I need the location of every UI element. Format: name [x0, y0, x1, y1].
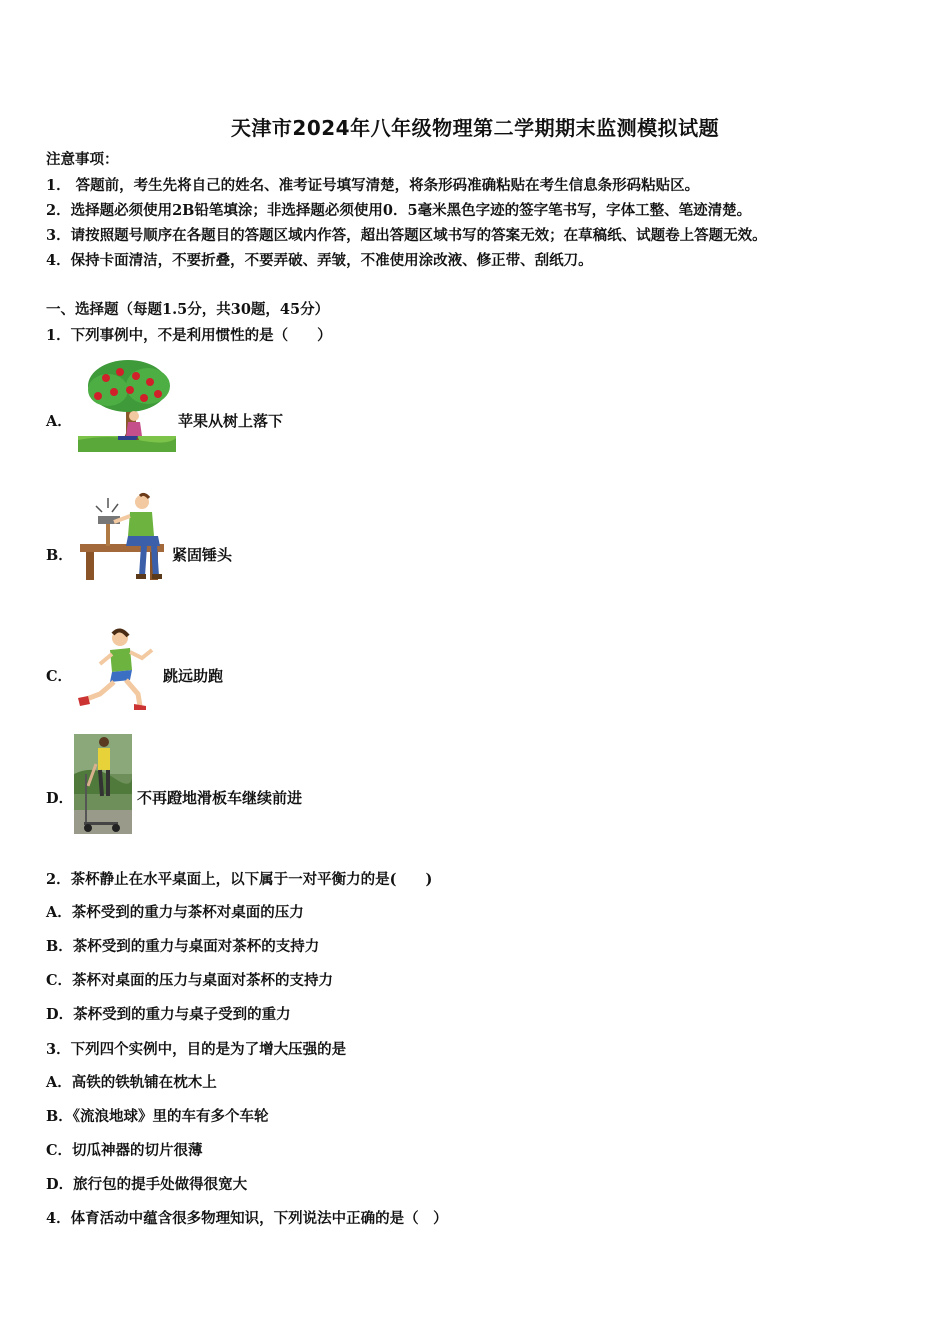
notice-item: 3．请按照题号顺序在各题目的答题区域内作答，超出答题区域书写的答案无效；在草稿纸、试题卷上答题无效。 [46, 227, 767, 244]
scooter-image [74, 734, 132, 834]
page-title: 天津市2024年八年级物理第二学期期末监测模拟试题 [230, 116, 720, 140]
q1-option-c-letter: C． [46, 668, 73, 685]
q1-option-a-letter: A． [46, 413, 72, 430]
q3-option: A．高铁的铁轨铺在枕木上 [46, 1074, 217, 1091]
q3-option: B．《流浪地球》里的车有多个车轮 [46, 1108, 269, 1125]
q1-option-b-text: 紧固锤头 [172, 546, 233, 564]
q1-option-d-text: 不再蹬地滑板车继续前进 [137, 789, 303, 807]
question-2-stem: 2．茶杯静止在水平桌面上，以下属于一对平衡力的是( ) [46, 871, 433, 888]
section-heading: 一、选择题（每题1.5分，共30题，45分） [46, 301, 330, 318]
hammer-bench-image [80, 492, 170, 582]
q1-option-c-text: 跳远助跑 [163, 667, 224, 685]
runner-image [76, 628, 158, 712]
notice-item: 1． 答题前，考生先将自己的姓名、准考证号填写清楚，将条形码准确粘贴在考生信息条形码粘贴区。 [46, 177, 700, 194]
q2-option: D．茶杯受到的重力与桌子受到的重力 [46, 1006, 291, 1023]
question-3-stem: 3．下列四个实例中，目的是为了增大压强的是 [46, 1041, 347, 1058]
notice-item: 4．保持卡面清洁，不要折叠，不要弄破、弄皱，不准使用涂改液、修正带、刮纸刀。 [46, 252, 593, 269]
q2-option: C．茶杯对桌面的压力与桌面对茶杯的支持力 [46, 972, 334, 989]
q1-option-d-letter: D． [46, 790, 74, 807]
apple-tree-image [78, 356, 176, 452]
question-1-stem: 1．下列事例中，不是利用惯性的是（ ） [46, 327, 332, 344]
notice-heading: 注意事项： [46, 151, 119, 168]
q3-option: C．切瓜神器的切片很薄 [46, 1142, 203, 1159]
question-4-stem: 4．体育活动中蕴含很多物理知识，下列说法中正确的是（ ） [46, 1210, 448, 1227]
q2-option: A．茶杯受到的重力与茶杯对桌面的压力 [46, 904, 304, 921]
notice-item: 2．选择题必须使用2B铅笔填涂；非选择题必须使用0．5毫米黑色字迹的签字笔书写，字体工整、笔迹清楚。 [46, 202, 752, 219]
q2-option: B．茶杯受到的重力与桌面对茶杯的支持力 [46, 938, 320, 955]
q1-option-a-text: 苹果从树上落下 [178, 412, 284, 430]
q3-option: D．旅行包的提手处做得很宽大 [46, 1176, 248, 1193]
q1-option-b-letter: B． [46, 547, 73, 564]
